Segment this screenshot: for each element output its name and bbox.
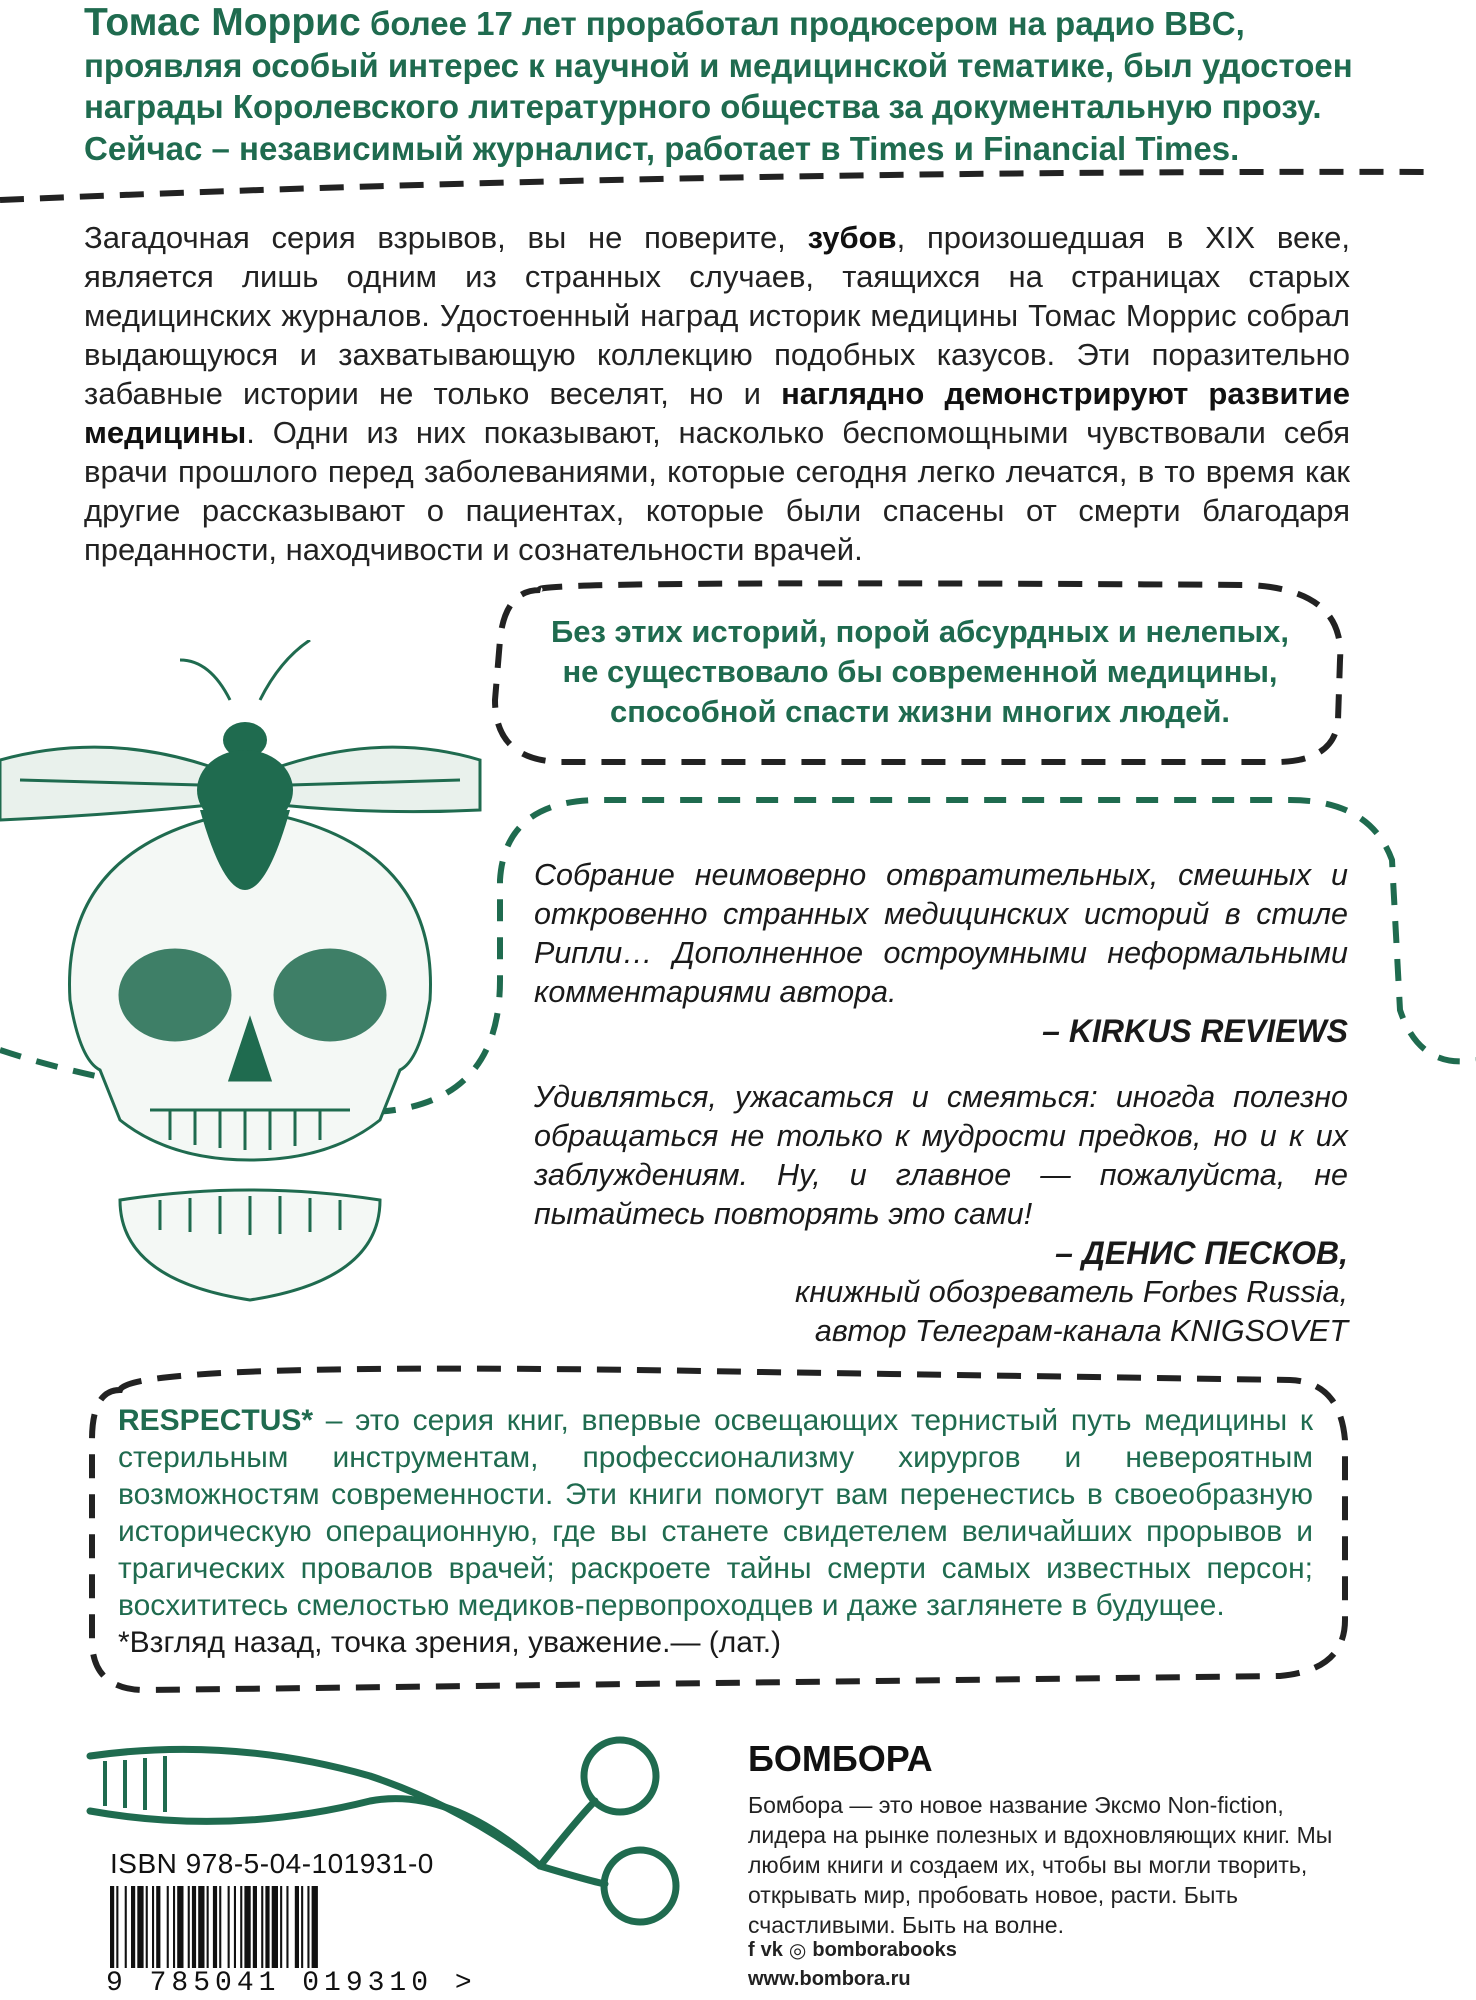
barcode-digits: 9 785041 019310 > [106, 1968, 477, 1999]
facebook-icon[interactable]: f [748, 1939, 755, 1961]
barcode-bar [173, 1886, 175, 1968]
barcode-bar [234, 1886, 236, 1968]
publisher-website[interactable]: www.bombora.ru [748, 1968, 911, 1990]
barcode-bar [261, 1886, 263, 1968]
description-text: , произошедшая в XIX веке, является лишь одним из странных случаев, таящихся на страницах старых медицинских журналов. Удостоенный наград историк медицины Томас Моррис собрал выдающуюся и захватывающую коллекцию подобных казусов. Эти поразительно забавные истории не только веселят, но и [84, 220, 1350, 411]
barcode-bar [152, 1886, 154, 1968]
review-quote: Собрание неимоверно отвратительных, смешных и откровенно странных медицинских историй в стиле Рипли… Дополненное остроумными неформальными комментариями автора. [534, 858, 1348, 1009]
author-name: Томас Моррис [84, 1, 361, 44]
barcode-bar [167, 1886, 169, 1968]
social-handle[interactable]: bomborabooks [812, 1939, 957, 1961]
review-role: книжный обозреватель Forbes Russia, [794, 1275, 1348, 1309]
barcode-bar [280, 1886, 282, 1968]
series-title: RESPECTUS* [118, 1404, 314, 1437]
vk-icon[interactable]: vk [760, 1939, 783, 1961]
publisher-description: Бомбора — это новое название Эксмо Non-fiction, лидера на рынке полезных и вдохновляющих книг. Мы любим книги и создаем их, чтобы вы могли творить, открывать мир, пробовать новое, расти. Быть счастливыми. Быть на волне. [748, 1792, 1333, 1938]
barcode-bar [253, 1886, 257, 1968]
barcode-bar [265, 1886, 269, 1968]
barcode-bar [198, 1886, 204, 1968]
barcode-bar [156, 1886, 160, 1968]
review-role: автор Телеграм-канала KNIGSOVET [814, 1314, 1348, 1348]
series-text: – это серия книг, впервые освещающих тернистый путь медицины к стерильным инструментам, профессионализму хирургов и невероятным возможностям современности. Эти книги помогут вам перенестись в своеобразную историческую операционную, где вы станете свидетелем величайших прорывов и трагических провалов врачей; раскроете тайны смерти самых известных персон; восхититесь смелостью медиков-первопроходцев и даже заглянете в будущее. [118, 1404, 1313, 1622]
barcode-bar [312, 1886, 318, 1968]
barcode [110, 1886, 450, 1968]
skull-beetle-illustration [0, 640, 520, 1320]
review-peskov [534, 1078, 1348, 1351]
highlight-callout [500, 612, 1340, 732]
barcode-bar [219, 1886, 221, 1968]
barcode-bar [295, 1886, 299, 1968]
barcode-bar [207, 1886, 209, 1968]
barcode-bar [146, 1886, 148, 1968]
highlight-line: способной спасти жизни многих людей. [609, 694, 1231, 729]
barcode-bar [240, 1886, 242, 1968]
author-bio-text: более 17 лет проработал продюсером на радио BBC, проявляя особый интерес к научной и медицинской тематике, был удостоен награды Королевского литературного общества за документальную прозу. Сейчас – независимый журналист, работает в Times и Financial Times. [84, 5, 1353, 167]
barcode-bar [213, 1886, 217, 1968]
review-source: – ДЕНИС ПЕСКОВ, [1055, 1235, 1348, 1271]
description-text: Загадочная серия взрывов, вы не поверите, [84, 220, 808, 255]
barcode-bar [116, 1886, 118, 1968]
highlight-line: не существовало бы современной медицины, [562, 654, 1278, 689]
series-description [118, 1402, 1313, 1661]
description-bold: наглядно демонстрируют развитие медицины [84, 376, 1350, 450]
instagram-icon[interactable]: ◎ [788, 1940, 807, 1962]
barcode-bar [244, 1886, 250, 1968]
barcode-bar [137, 1886, 143, 1968]
review-kirkus [534, 856, 1348, 1051]
barcode-bar [177, 1886, 183, 1968]
review-source: – KIRKUS REVIEWS [1042, 1013, 1348, 1049]
barcode-bar [307, 1886, 309, 1968]
barcode-bar [286, 1886, 288, 1968]
barcode-bar [131, 1886, 135, 1968]
isbn-label: ISBN 978-5-04-101931-0 [110, 1848, 434, 1879]
publisher-name: БОМБОРА [748, 1738, 933, 1779]
description-bold: зубов [807, 220, 897, 255]
barcode-bar [188, 1886, 190, 1968]
barcode-bar [192, 1886, 196, 1968]
description-text: . Одни из них показывают, насколько беспомощными чувствовали себя врачи прошлого перед заболеваниями, которые сегодня легко лечатся, в то время как другие рассказывают о пациентах, которые были спасены от смерти благодаря преданности, находчивости и сознательности врачей. [84, 415, 1350, 567]
series-footnote: *Взгляд назад, точка зрения, уважение.— (лат.) [118, 1626, 782, 1659]
barcode-bar [228, 1886, 230, 1968]
barcode-bar [110, 1886, 114, 1968]
social-links [748, 1938, 957, 1963]
barcode-bar [125, 1886, 127, 1968]
author-bio [84, 2, 1384, 169]
barcode-bar [272, 1886, 278, 1968]
barcode-bar [301, 1886, 303, 1968]
book-description [84, 218, 1350, 569]
highlight-line: Без этих историй, порой абсурдных и нелепых, [551, 614, 1289, 649]
review-quote: Удивляться, ужасаться и смеяться: иногда полезно обращаться не только к мудрости предков, но и к их заблуждениям. Ну, и главное — пожалуйста, не пытайтесь повторять это сами! [534, 1080, 1348, 1231]
